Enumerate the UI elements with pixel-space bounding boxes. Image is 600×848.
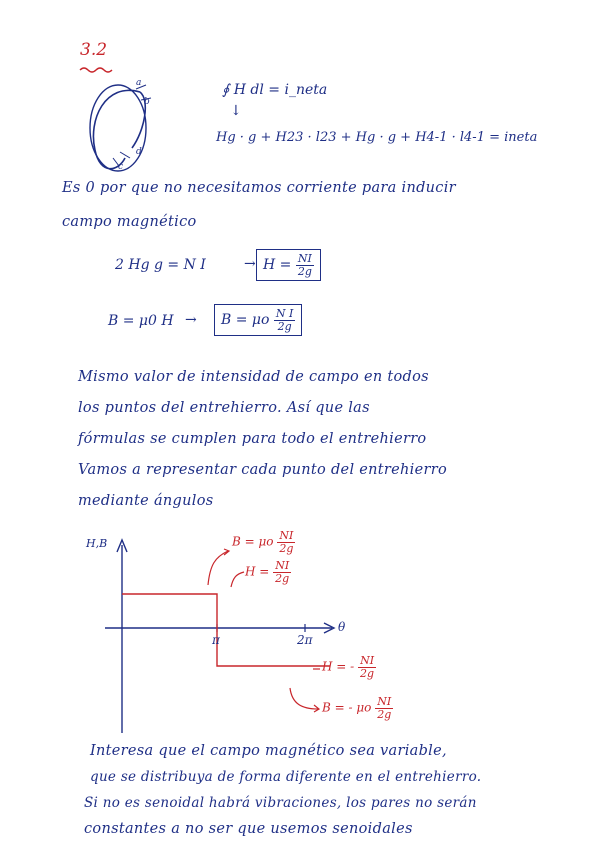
field-step-curve [122,594,330,666]
label-H-positive-lhs: H = [245,564,270,579]
label-H-negative [322,655,376,679]
label-B-negative-frac [375,696,393,720]
label-B-positive-num: NI [279,529,294,542]
paragraph1-line-2: los puntos del entrehierro. Así que las [78,400,370,416]
label-H-positive-num: NI [275,559,290,572]
paragraph2-line-4: constantes a no ser que usemos senoidales [84,821,413,837]
underline-squiggle [80,68,112,72]
label-H-negative-den: 2g [360,666,375,680]
pointer-B-neg [290,688,318,709]
label-B-negative [322,696,393,720]
label-H-positive [245,560,291,584]
eq2-num: N I [275,307,294,320]
label-B-positive [232,530,295,554]
graph-x-label: θ [338,620,346,634]
eq2-arrow: → [185,312,197,328]
label-B-negative-den: 2g [377,707,392,721]
paragraph2-line-1: Interesa que el campo magnético sea variable, [90,743,447,759]
paragraph1-line-4: Vamos a representar cada punto del entrehierro [78,462,447,478]
graph-tick-pi: π [212,633,220,647]
core-label-d: d [136,147,142,157]
label-H-positive-frac [273,560,291,584]
eq1-result-lhs: H = [263,257,292,274]
label-B-positive-lhs: B = μo [232,534,274,549]
pointer-B-pos [208,551,228,585]
label-H-positive-den: 2g [275,571,290,585]
expanded-equation: Hg · g + H23 · l23 + Hg · g + H4-1 · l4-1 = ineta [216,130,538,145]
core-label-c: c [118,162,124,172]
eq1-result-fraction [296,253,314,277]
ampere-law: ∮ H dl = i_neta [222,82,328,98]
eq1-num: NI [297,252,312,265]
label-B-negative-lhs: B = - μo [322,700,372,715]
graph-y-label: H,B [86,537,108,550]
eq2-result-box [214,304,302,336]
core-label-b: b [144,97,150,107]
label-B-positive-den: 2g [279,541,294,555]
paragraph1-line-5: mediante ángulos [78,493,214,509]
label-B-negative-num: NI [377,695,392,708]
eq1-left: 2 Hg g = N I [115,257,206,273]
paragraph2-line-3: Si no es senoidal habrá vibraciones, los pares no serán [84,795,477,811]
eq1-den: 2g [297,264,312,278]
eq1-result-box [256,249,321,281]
paragraph1-line-3: fórmulas se cumplen para todo el entrehierro [78,431,427,447]
paragraph1-line-1: Mismo valor de intensidad de campo en todos [78,369,429,385]
note-line-2: campo magnético [62,214,197,230]
eq1-arrow: → [244,256,256,272]
graph-tick-2pi: 2π [297,633,313,647]
eq2-result-lhs: B = μo [221,312,270,329]
label-H-negative-frac [358,655,376,679]
label-B-positive-frac [277,530,295,554]
label-H-negative-lhs: H = - [322,659,355,674]
section-number: 3.2 [80,40,108,60]
label-H-negative-num: NI [360,654,375,667]
note-line-1: Es 0 por que no necesitamos corriente para inducir [62,180,456,196]
core-outline [90,85,146,171]
pointer-H-pos [231,572,244,587]
eq2-left: B = μ0 H [108,313,174,329]
paragraph2-line-2: que se distribuya de forma diferente en el entrehierro. [90,769,482,785]
arrow-down: ↓ [230,103,242,119]
eq2-den: 2g [277,319,292,333]
eq2-result-fraction [274,308,295,332]
core-label-a: a [136,78,142,88]
